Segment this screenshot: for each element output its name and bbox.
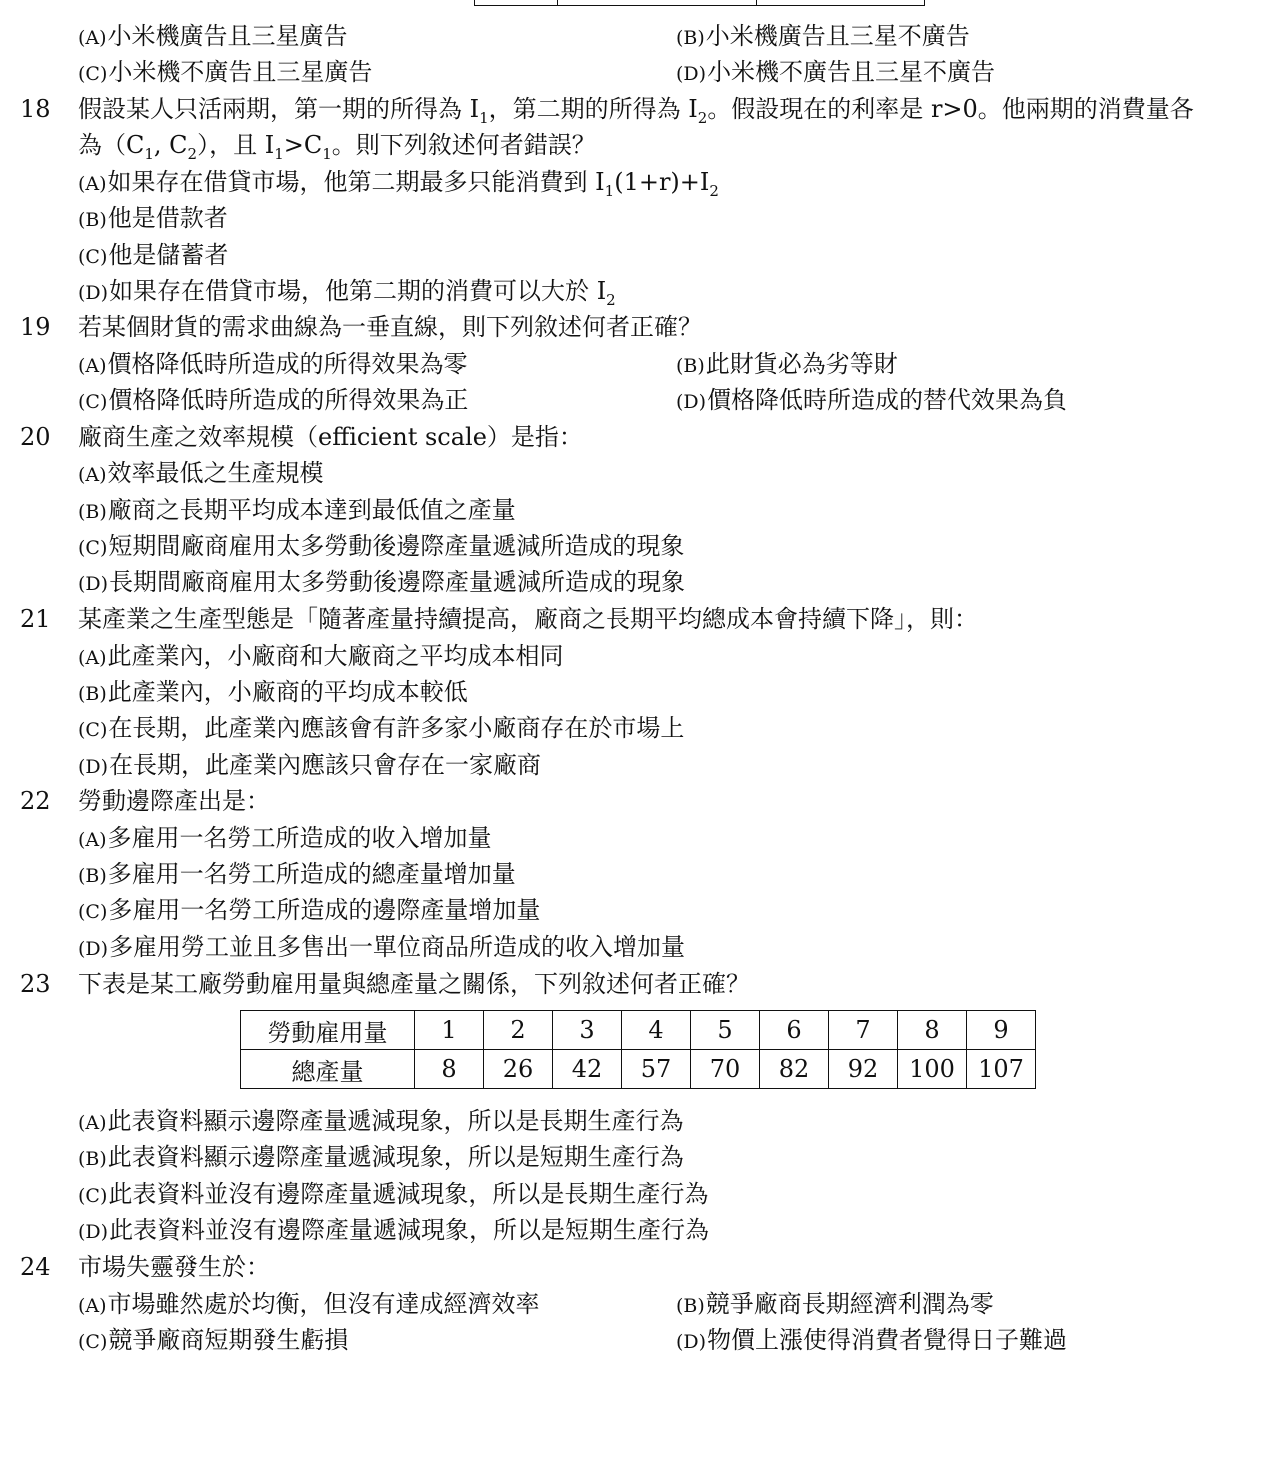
- q20-option-a[interactable]: (A)效率最低之生產規模: [78, 459, 324, 487]
- table-row-output: [241, 1050, 1036, 1089]
- q24-option-b[interactable]: (B)競爭廠商長期經濟利潤為零: [676, 1290, 994, 1318]
- table-cell: 2: [484, 1011, 553, 1050]
- q17-option-b[interactable]: (B)小米機廣告且三星不廣告: [676, 22, 970, 50]
- table-header-labor: 勞動雇用量: [241, 1011, 415, 1050]
- q21-stem: 某產業之生產型態是「隨著產量持續提高，廠商之長期平均總成本會持續下降」，則：: [78, 605, 978, 633]
- table-cell: 8: [898, 1011, 967, 1050]
- q17-option-d[interactable]: (D)小米機不廣告且三星不廣告: [676, 58, 996, 86]
- q24-option-d[interactable]: (D)物價上漲使得消費者覺得日子難過: [676, 1326, 1068, 1354]
- q17-option-c[interactable]: (C)小米機不廣告且三星廣告: [78, 58, 373, 86]
- q18-option-a[interactable]: (A)如果存在借貸市場，他第二期最多只能消費到 $I_1(1+r)+I_2$: [78, 168, 719, 200]
- q19-option-a[interactable]: (A)價格降低時所造成的所得效果為零: [78, 350, 468, 378]
- q19-option-d[interactable]: (D)價格降低時所造成的替代效果為負: [676, 386, 1068, 414]
- q21-option-a[interactable]: (A)此產業內，小廠商和大廠商之平均成本相同: [78, 642, 564, 670]
- table-cell: 42: [553, 1050, 622, 1089]
- table-cell: 4: [622, 1011, 691, 1050]
- q22-number: 22: [20, 787, 51, 815]
- q23-option-d[interactable]: (D)此表資料並沒有邊際產量遞減現象，所以是短期生產行為: [78, 1216, 710, 1244]
- q19-option-c[interactable]: (C)價格降低時所造成的所得效果為正: [78, 386, 469, 414]
- q19-stem: 若某個財貨的需求曲線為一垂直線，則下列敘述何者正確？: [78, 313, 702, 341]
- table-header-output: 總產量: [241, 1050, 415, 1089]
- q21-option-b[interactable]: (B)此產業內，小廠商的平均成本較低: [78, 678, 468, 706]
- table-cell: 7: [829, 1011, 898, 1050]
- table-cell: 70: [691, 1050, 760, 1089]
- q24-number: 24: [20, 1253, 51, 1281]
- q22-option-c[interactable]: (C)多雇用一名勞工所造成的邊際產量增加量: [78, 896, 541, 924]
- q24-stem: 市場失靈發生於：: [78, 1253, 270, 1281]
- q22-option-b[interactable]: (B)多雇用一名勞工所造成的總產量增加量: [78, 860, 516, 888]
- q20-number: 20: [20, 423, 51, 451]
- q24-option-c[interactable]: (C)競爭廠商短期發生虧損: [78, 1326, 349, 1354]
- q23-stem: 下表是某工廠勞動雇用量與總產量之關係，下列敘述何者正確？: [78, 970, 750, 998]
- q20-option-c[interactable]: (C)短期間廠商雇用太多勞動後邊際產量遞減所造成的現象: [78, 532, 685, 560]
- table-cell: 82: [760, 1050, 829, 1089]
- table-cell: 3: [553, 1011, 622, 1050]
- q18-number: 18: [20, 95, 51, 123]
- table-cell: 9: [967, 1011, 1036, 1050]
- table-cell: 5: [691, 1011, 760, 1050]
- q21-option-d[interactable]: (D)在長期，此產業內應該只會存在一家廠商: [78, 751, 542, 779]
- q22-stem: 勞動邊際產出是：: [78, 787, 270, 815]
- table-cell: 107: [967, 1050, 1036, 1089]
- table-cell: 92: [829, 1050, 898, 1089]
- q20-option-b[interactable]: (B)廠商之長期平均成本達到最低值之產量: [78, 496, 516, 524]
- q18-option-d[interactable]: (D)如果存在借貸市場，他第二期的消費可以大於 $I_2$: [78, 277, 616, 309]
- q23-option-c[interactable]: (C)此表資料並沒有邊際產量遞減現象，所以是長期生產行為: [78, 1180, 709, 1208]
- table-cell: 100: [898, 1050, 967, 1089]
- q24-option-a[interactable]: (A)市場雖然處於均衡，但沒有達成經濟效率: [78, 1290, 540, 1318]
- q18-stem-line2: 為（$C_1$, $C_2$），且 $I_1>C_1$。則下列敘述何者錯誤？: [78, 131, 596, 163]
- q23-number: 23: [20, 970, 51, 998]
- q21-number: 21: [20, 605, 51, 633]
- q19-option-b[interactable]: (B)此財貨必為劣等財: [676, 350, 898, 378]
- q20-stem: 廠商生產之效率規模（efficient scale）是指：: [78, 423, 583, 451]
- q23-option-a[interactable]: (A)此表資料顯示邊際產量遞減現象，所以是長期生產行為: [78, 1107, 684, 1135]
- q20-option-d[interactable]: (D)長期間廠商雇用太多勞動後邊際產量遞減所造成的現象: [78, 568, 686, 596]
- table-cell: 1: [415, 1011, 484, 1050]
- table-row-labor: [241, 1011, 1036, 1050]
- q17-option-a[interactable]: (A)小米機廣告且三星廣告: [78, 22, 348, 50]
- previous-table-edge: [474, 0, 925, 6]
- q23-option-b[interactable]: (B)此表資料顯示邊際產量遞減現象，所以是短期生產行為: [78, 1143, 684, 1171]
- q19-number: 19: [20, 313, 51, 341]
- q18-option-c[interactable]: (C)他是儲蓄者: [78, 241, 229, 269]
- q22-option-d[interactable]: (D)多雇用勞工並且多售出一單位商品所造成的收入增加量: [78, 933, 686, 961]
- table-cell: 8: [415, 1050, 484, 1089]
- q21-option-c[interactable]: (C)在長期，此產業內應該會有許多家小廠商存在於市場上: [78, 714, 685, 742]
- table-cell: 6: [760, 1011, 829, 1050]
- table-cell: 57: [622, 1050, 691, 1089]
- table-cell: 26: [484, 1050, 553, 1089]
- labor-output-table: [240, 1010, 1036, 1089]
- q22-option-a[interactable]: (A)多雇用一名勞工所造成的收入增加量: [78, 824, 492, 852]
- q18-stem-line1: 假設某人只活兩期，第一期的所得為 $I_1$，第二期的所得為 $I_2$。假設現在的利率是 r>0。他兩期的消費量各: [78, 95, 1194, 127]
- q18-option-b[interactable]: (B)他是借款者: [78, 204, 228, 232]
